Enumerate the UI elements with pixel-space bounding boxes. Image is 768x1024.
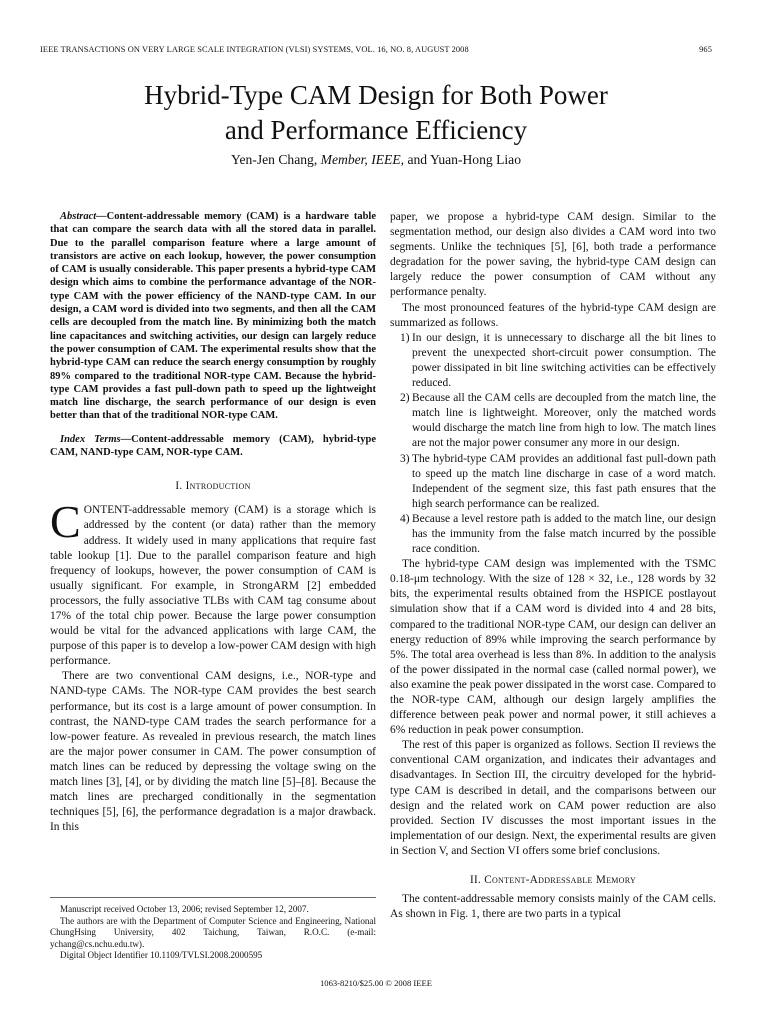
intro-paragraph-2: There are two conventional CAM designs, i.e., NOR-type and NAND-type CAMs. The NOR-type CAM provides the best search performance, but its cost is a large amount of power consumption. In contrast, the NAND-type CAM trades the search performance for a low-power feature. As revealed in previous research, the match lines are the major power consumer in CAM. The power consumption of match lines can be reduced by depressing the voltage swing on the match lines [3], [4], or by dividing the match line [5]–[8]. Because the match lines are precharged conditionally in the segmentation techniques [5], [6], the performance degradation is a major drawback. In this xyxy=(50,670,376,834)
list-item xyxy=(390,452,716,512)
section-number: II. xyxy=(469,874,482,887)
list-item xyxy=(390,391,716,451)
footnote-manuscript: Manuscript received October 13, 2006; revised September 12, 2007. xyxy=(60,904,309,914)
index-terms xyxy=(50,433,376,460)
section-heading-cam xyxy=(390,874,716,886)
abstract-lead: Abstract— xyxy=(60,211,107,222)
title-line-2: and Performance Efficiency xyxy=(224,115,528,145)
list-item xyxy=(390,331,716,391)
index-terms-lead: Index Terms— xyxy=(60,433,132,445)
paper-title xyxy=(40,78,712,148)
right-paragraph-1: paper, we propose a hybrid-type CAM design. Similar to the segmentation method, our design also divides a CAM word into two segments. Unlike the techniques [5], [6], both trade a performance degradation for the power saving, the hybrid-type CAM design can largely reduce the power consumption of CAM without any performance penalty. xyxy=(390,211,716,299)
list-item xyxy=(390,512,716,557)
section-heading-introduction xyxy=(50,480,376,492)
abstract-text: Content-addressable memory (CAM) is a hardware table that can compare the search data with all the stored data in parallel. Due to the parallel comparison feature where a large amount of transistors are active on each lookup, however, the power consumption of CAM is usually considerable. This paper presents a hybrid-type CAM design which aims to combine the performance advantage of the NOR-type CAM with the power efficiency of the NAND-type CAM. In our design, a CAM word is divided into two segments, and then all the CAM cells are decoupled from the match line. By minimizing both the match line capacitances and switching activities, our design can largely reduce the power consumption of CAM. The experimental results show that the hybrid-type CAM can reduce the search energy consumption by roughly 89% compared to the traditional NOR-type CAM. Because the hybrid-type CAM provides a fast pull-down path to speed up the lightweight match line discharge, the search performance of our design is even better than that of the traditional NOR-type CAM. xyxy=(50,211,376,422)
author-2: Yuan-Hong Liao xyxy=(430,152,521,167)
section-title: Content-Addressable Memory xyxy=(484,874,637,887)
list-item-number: 3) xyxy=(400,452,410,465)
left-column xyxy=(50,210,376,835)
page-number: 965 xyxy=(699,45,712,54)
list-item-text: The hybrid-type CAM provides an additional fast pull-down path to speed up the match line discharge in case of a word match. Independent of the segment size, this fast path ensures that the high search performance can be realized. xyxy=(412,452,716,510)
right-paragraph-5: The content-addressable memory consists mainly of the CAM cells. As shown in Fig. 1, there are two parts in a typical xyxy=(390,893,716,921)
list-item-text: In our design, it is unnecessary to discharge all the bit lines to prevent the unexpected short-circuit power consumption. The power dissipated in bit line switching activities can be effectively reduced. xyxy=(412,331,716,390)
intro-paragraph-1-text: ONTENT-addressable memory (CAM) is a storage which is addressed by the content (or data) rather than the memory address. It widely used in many applications that require fast table lookup [1]. Due to the parallel comparison feature and high frequency of lookups, however, the power consumption of CAM is usually significant. For example, in StrongARM [2] embedded processors, the fully associative TLBs with CAM tag consume about 17% of the total chip power. Because the large power consumption would be vital for the advanced applications with large CAM, the purpose of this paper is to develop a low-power CAM design with high performance. xyxy=(50,504,376,668)
abstract xyxy=(50,210,376,423)
right-column xyxy=(390,210,716,922)
section-title: Introduction xyxy=(185,480,251,493)
right-paragraph-3: The hybrid-type CAM design was implemented with the TSMC 0.18-μm technology. With the size of 128 × 32, i.e., 128 words by 32 bits, the experimental results obtained from the HSPICE postlayout simulation show that if a CAM word is divided into 4 and 28 bits, compared to the traditional NOR-type CAM, our design can deliver an energy reduction of 89% while improving the search performance by 5%. The total area overhead is less than 8%. In addition to the analysis of the power dissipated in the normal case (called normal power), we also examine the peak power dissipated in the worst case. Compared to the NOR-type CAM, although our design largely amplifies the difference between peak power and normal power, it still achieves a 6% reduction in peak power consumption. xyxy=(390,558,716,737)
list-item-number: 4) xyxy=(400,512,410,525)
right-paragraph-2: The most pronounced features of the hybrid-type CAM design are summarized as follows. xyxy=(390,301,716,329)
drop-cap: C xyxy=(50,496,81,548)
features-list xyxy=(390,331,716,557)
index-terms-text: Content-addressable memory (CAM), hybrid-type CAM, NAND-type CAM, NOR-type CAM. xyxy=(50,433,376,459)
footnote-affiliation: The authors are with the Department of Computer Science and Engineering, National ChungHsing University, 402 Taichung, Taiwan, R.O.C. (e-mail: ychang@cs.nchu.edu.tw). xyxy=(50,915,376,949)
intro-paragraph-1 xyxy=(50,496,376,669)
author-1-title: Member, IEEE, xyxy=(320,152,405,167)
journal-name: IEEE TRANSACTIONS ON VERY LARGE SCALE INTEGRATION (VLSI) SYSTEMS, VOL. 16, NO. 8, AUGUST 2008 xyxy=(40,45,469,54)
footnotes xyxy=(50,897,376,962)
right-paragraph-4: The rest of this paper is organized as follows. Section II reviews the conventional CAM organization, and indicates their advantages and disadvantages. In Section III, the circuitry developed for the hybrid-type CAM is described in detail, and the comparisons between our design and the related work on CAM power reduction are also provided. Section IV discusses the most important issues in the implementation of our design. Next, the experimental results are given in Section V, and Section VI offers some brief conclusions. xyxy=(390,739,716,857)
author-conjunction: and xyxy=(407,152,428,167)
author-line xyxy=(40,152,712,168)
author-1: Yen-Jen Chang, xyxy=(231,152,318,167)
footnote-doi: Digital Object Identifier 10.1109/TVLSI.2008.2000595 xyxy=(60,950,263,961)
list-item-number: 2) xyxy=(400,392,410,405)
copyright-line: 1063-8210/$25.00 © 2008 IEEE xyxy=(319,978,433,988)
section-number: I. xyxy=(175,480,183,493)
list-item-text: Because all the CAM cells are decoupled from the match line, the match line is lightweight. Moreover, only the matched words would discharge the match line from high to low. The match lines are not the major power consumer any more in our design. xyxy=(412,392,716,450)
running-head xyxy=(40,45,712,54)
list-item-text: Because a level restore path is added to the match line, our design has the immunity from the false match incurred by the possible race condition. xyxy=(412,512,716,556)
title-line-1: Hybrid-Type CAM Design for Both Power xyxy=(144,80,608,110)
list-item-number: 1) xyxy=(400,331,410,344)
